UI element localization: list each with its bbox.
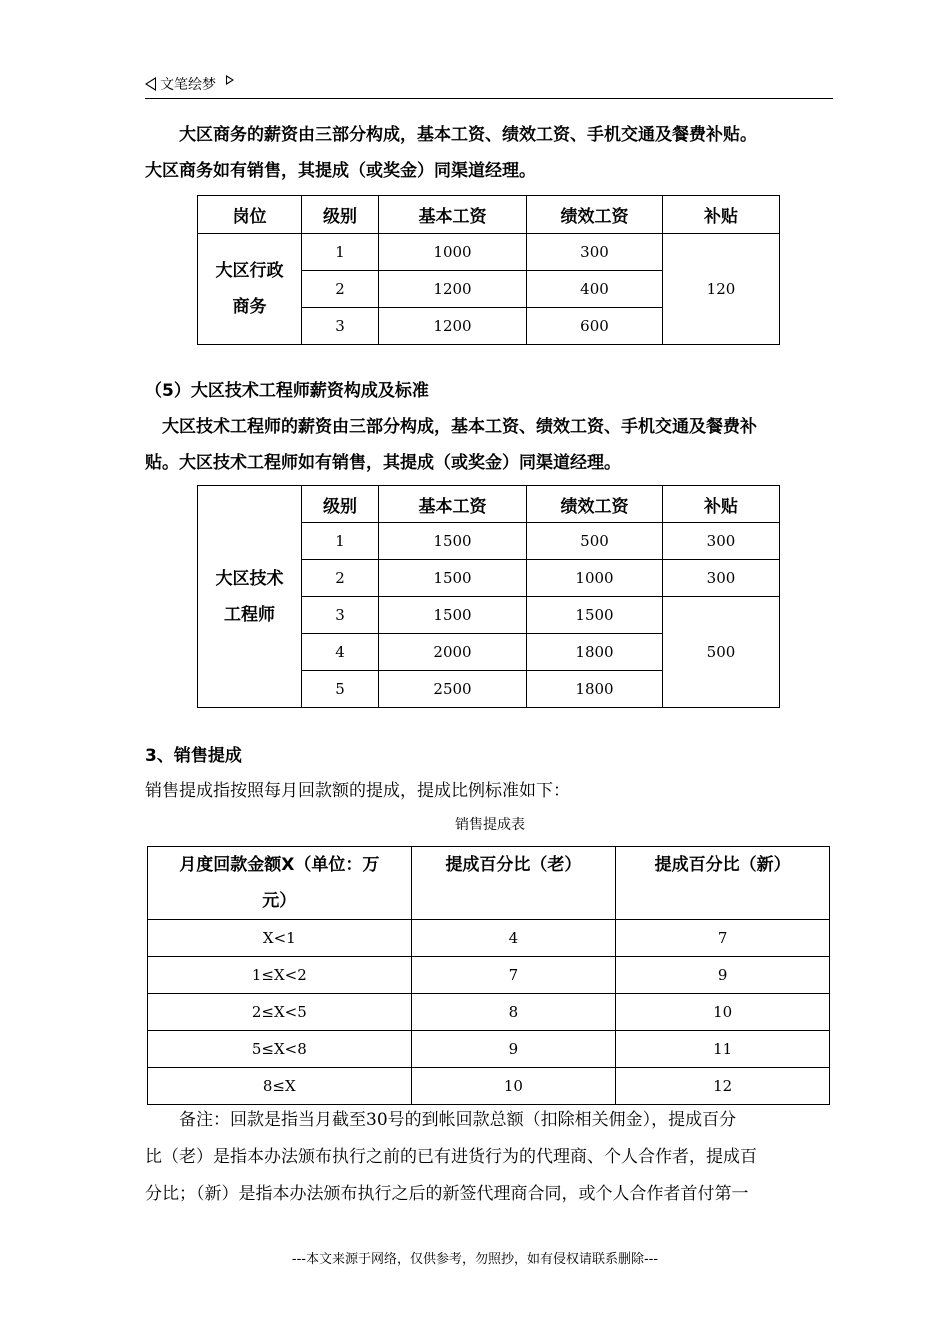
perf-cell: 400 xyxy=(527,271,663,308)
perf-cell: 1500 xyxy=(527,597,663,634)
base-cell: 2000 xyxy=(379,634,527,671)
range-cell: 2≤X<5 xyxy=(148,994,412,1031)
col-header-perf: 绩效工资 xyxy=(527,196,663,234)
new-cell: 10 xyxy=(616,994,830,1031)
new-cell: 11 xyxy=(616,1031,830,1068)
level-cell: 2 xyxy=(302,560,379,597)
subsidy-cell: 300 xyxy=(663,560,780,597)
merged-subsidy-cell: 500 xyxy=(663,597,780,708)
section-a-intro-line1: 大区商务的薪资由三部分构成，基本工资、绩效工资、手机交通及餐费补贴。 xyxy=(179,125,757,145)
table-row xyxy=(148,920,830,957)
perf-cell: 1800 xyxy=(527,671,663,708)
base-cell: 1200 xyxy=(379,271,527,308)
base-cell: 1500 xyxy=(379,560,527,597)
section-a-intro xyxy=(145,117,835,189)
col-header-level: 级别 xyxy=(302,196,379,234)
range-cell: X<1 xyxy=(148,920,412,957)
new-cell: 9 xyxy=(616,957,830,994)
table-row xyxy=(148,1031,830,1068)
base-cell: 1500 xyxy=(379,523,527,560)
col-header-perf: 绩效工资 xyxy=(527,486,663,523)
base-cell: 2500 xyxy=(379,671,527,708)
col-header-range xyxy=(148,847,412,920)
header-brand xyxy=(145,74,234,94)
level-cell: 4 xyxy=(302,634,379,671)
note-line3: 分比；（新）是指本办法颁布执行之后的新签代理商合同，或个人合作者首付第一 xyxy=(145,1184,749,1204)
page-footer: ---本文来源于网络，仅供参考，勿照抄，如有侵权请联系删除--- xyxy=(291,1252,659,1267)
perf-cell: 1800 xyxy=(527,634,663,671)
new-cell: 12 xyxy=(616,1068,830,1105)
table-header-row xyxy=(198,486,780,523)
commission-table xyxy=(147,846,830,1105)
section-c-intro: 销售提成指按照每月回款额的提成，提成比例标准如下： xyxy=(145,781,570,801)
right-triangle-icon xyxy=(226,75,234,85)
post-line1: 大区行政 xyxy=(215,261,284,281)
table-row xyxy=(198,234,780,271)
col-header-base: 基本工资 xyxy=(379,486,527,523)
old-cell: 8 xyxy=(411,994,616,1031)
post-cell xyxy=(198,234,302,345)
level-cell: 5 xyxy=(302,671,379,708)
table-header-row xyxy=(198,196,780,234)
table-header-row xyxy=(148,847,830,920)
old-cell: 7 xyxy=(411,957,616,994)
range-cell: 8≤X xyxy=(148,1068,412,1105)
section-b-intro-line2: 贴。大区技术工程师如有销售，其提成（或奖金）同渠道经理。 xyxy=(145,453,621,473)
range-cell: 5≤X<8 xyxy=(148,1031,412,1068)
salary-table-engineer xyxy=(197,485,780,708)
old-cell: 9 xyxy=(411,1031,616,1068)
page-header xyxy=(145,72,833,99)
old-cell: 4 xyxy=(411,920,616,957)
table-row xyxy=(148,994,830,1031)
col-header-subsidy: 补贴 xyxy=(663,196,780,234)
perf-cell: 1000 xyxy=(527,560,663,597)
level-cell: 1 xyxy=(302,234,379,271)
col-header-new: 提成百分比（新） xyxy=(616,847,830,920)
col-header-old: 提成百分比（老） xyxy=(411,847,616,920)
subsidy-cell: 300 xyxy=(663,523,780,560)
new-cell: 7 xyxy=(616,920,830,957)
section-b-intro-line1: 大区技术工程师的薪资由三部分构成，基本工资、绩效工资、手机交通及餐费补 xyxy=(162,417,757,437)
note-line2: 比（老）是指本办法颁布执行之前的已有进货行为的代理商、个人合作者，提成百 xyxy=(145,1147,757,1167)
note-paragraph xyxy=(145,1102,835,1213)
post-line1: 大区技术 xyxy=(215,568,284,589)
level-cell: 3 xyxy=(302,308,379,345)
range-cell: 1≤X<2 xyxy=(148,957,412,994)
col-header-range-line2: 元） xyxy=(262,891,297,911)
left-triangle-icon xyxy=(145,77,156,91)
level-cell: 3 xyxy=(302,597,379,634)
col-header-level: 级别 xyxy=(302,486,379,523)
level-cell: 2 xyxy=(302,271,379,308)
brand-text: 文笔绘梦 xyxy=(160,77,216,93)
perf-cell: 600 xyxy=(527,308,663,345)
salary-table-commerce xyxy=(197,195,780,345)
note-line1: 备注：回款是指当月截至30号的到帐回款总额（扣除相关佣金），提成百分 xyxy=(179,1110,737,1130)
col-header-subsidy: 补贴 xyxy=(663,486,780,523)
old-cell: 10 xyxy=(411,1068,616,1105)
level-cell: 1 xyxy=(302,523,379,560)
subsidy-cell: 120 xyxy=(663,234,780,345)
table-row xyxy=(148,957,830,994)
section-c-heading: 3、销售提成 xyxy=(145,746,242,766)
base-cell: 1500 xyxy=(379,597,527,634)
col-header-base: 基本工资 xyxy=(379,196,527,234)
perf-cell: 300 xyxy=(527,234,663,271)
base-cell: 1200 xyxy=(379,308,527,345)
table-row xyxy=(148,1068,830,1105)
post-cell xyxy=(198,486,302,708)
col-header-post: 岗位 xyxy=(198,196,302,234)
table-caption: 销售提成表 xyxy=(455,817,525,833)
section-a-intro-line2: 大区商务如有销售，其提成（或奖金）同渠道经理。 xyxy=(145,161,536,181)
col-header-range-line1: 月度回款金额X（单位：万 xyxy=(179,855,380,875)
section-b-intro xyxy=(145,409,835,481)
base-cell: 1000 xyxy=(379,234,527,271)
perf-cell: 500 xyxy=(527,523,663,560)
section-b-heading: （5）大区技术工程师薪资构成及标准 xyxy=(145,381,429,401)
post-line2: 工程师 xyxy=(224,604,275,625)
post-line2: 商务 xyxy=(232,297,267,317)
